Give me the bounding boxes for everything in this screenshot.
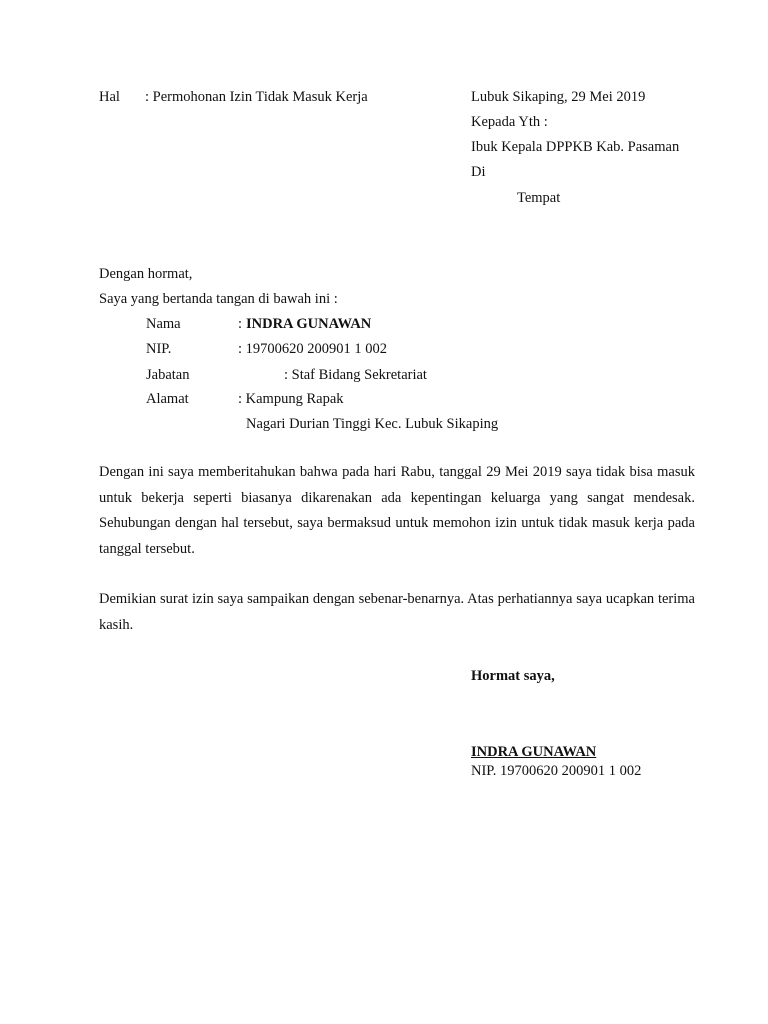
signer-nip: NIP. 19700620 200901 1 002 (471, 763, 642, 779)
body-paragraph-1: Dengan ini saya memberitahukan bahwa pada hari Rabu, tanggal 29 Mei 2019 saya tidak bisa masuk untuk bekerja seperti biasanya dikarenakan ada kepentingan keluarga yang sangat mendesak. Sehubungan dengan hal tersebut, saya bermaksud untuk memohon izin untuk tidak masuk kerja pada tanggal tersebut. (99, 464, 695, 557)
alamat-label: Alamat (146, 391, 189, 407)
hal-label: Hal (99, 89, 120, 105)
nip-value: : 19700620 200901 1 002 (238, 341, 388, 357)
name-label: Nama (146, 316, 181, 332)
nip-label: NIP. (146, 341, 172, 357)
name-colon: : (238, 316, 243, 332)
recipient-di: Di (471, 164, 486, 180)
name-value: INDRA GUNAWAN (246, 316, 372, 332)
jabatan-value: : Staf Bidang Sekretariat (284, 367, 427, 383)
closing-regards: Hormat saya, (471, 668, 555, 684)
body-paragraph-2: Demikian surat izin saya sampaikan dengan sebenar-benarnya. Atas perhatiannya saya ucapkan terima kasih. (99, 591, 695, 633)
recipient-to-label: Kepada Yth : (471, 114, 548, 130)
alamat-value-line-1: : Kampung Rapak (238, 391, 344, 407)
place-date: Lubuk Sikaping, 29 Mei 2019 (471, 89, 646, 105)
salutation: Dengan hormat, (99, 266, 193, 282)
hal-value: : Permohonan Izin Tidak Masuk Kerja (145, 89, 368, 105)
alamat-value-line-2: Nagari Durian Tinggi Kec. Lubuk Sikaping (246, 416, 499, 432)
intro-line: Saya yang bertanda tangan di bawah ini : (99, 291, 338, 307)
signer-name: INDRA GUNAWAN (471, 744, 597, 760)
recipient-name: Ibuk Kepala DPPKB Kab. Pasaman (471, 139, 680, 155)
recipient-tempat: Tempat (517, 190, 561, 206)
jabatan-label: Jabatan (146, 367, 190, 383)
